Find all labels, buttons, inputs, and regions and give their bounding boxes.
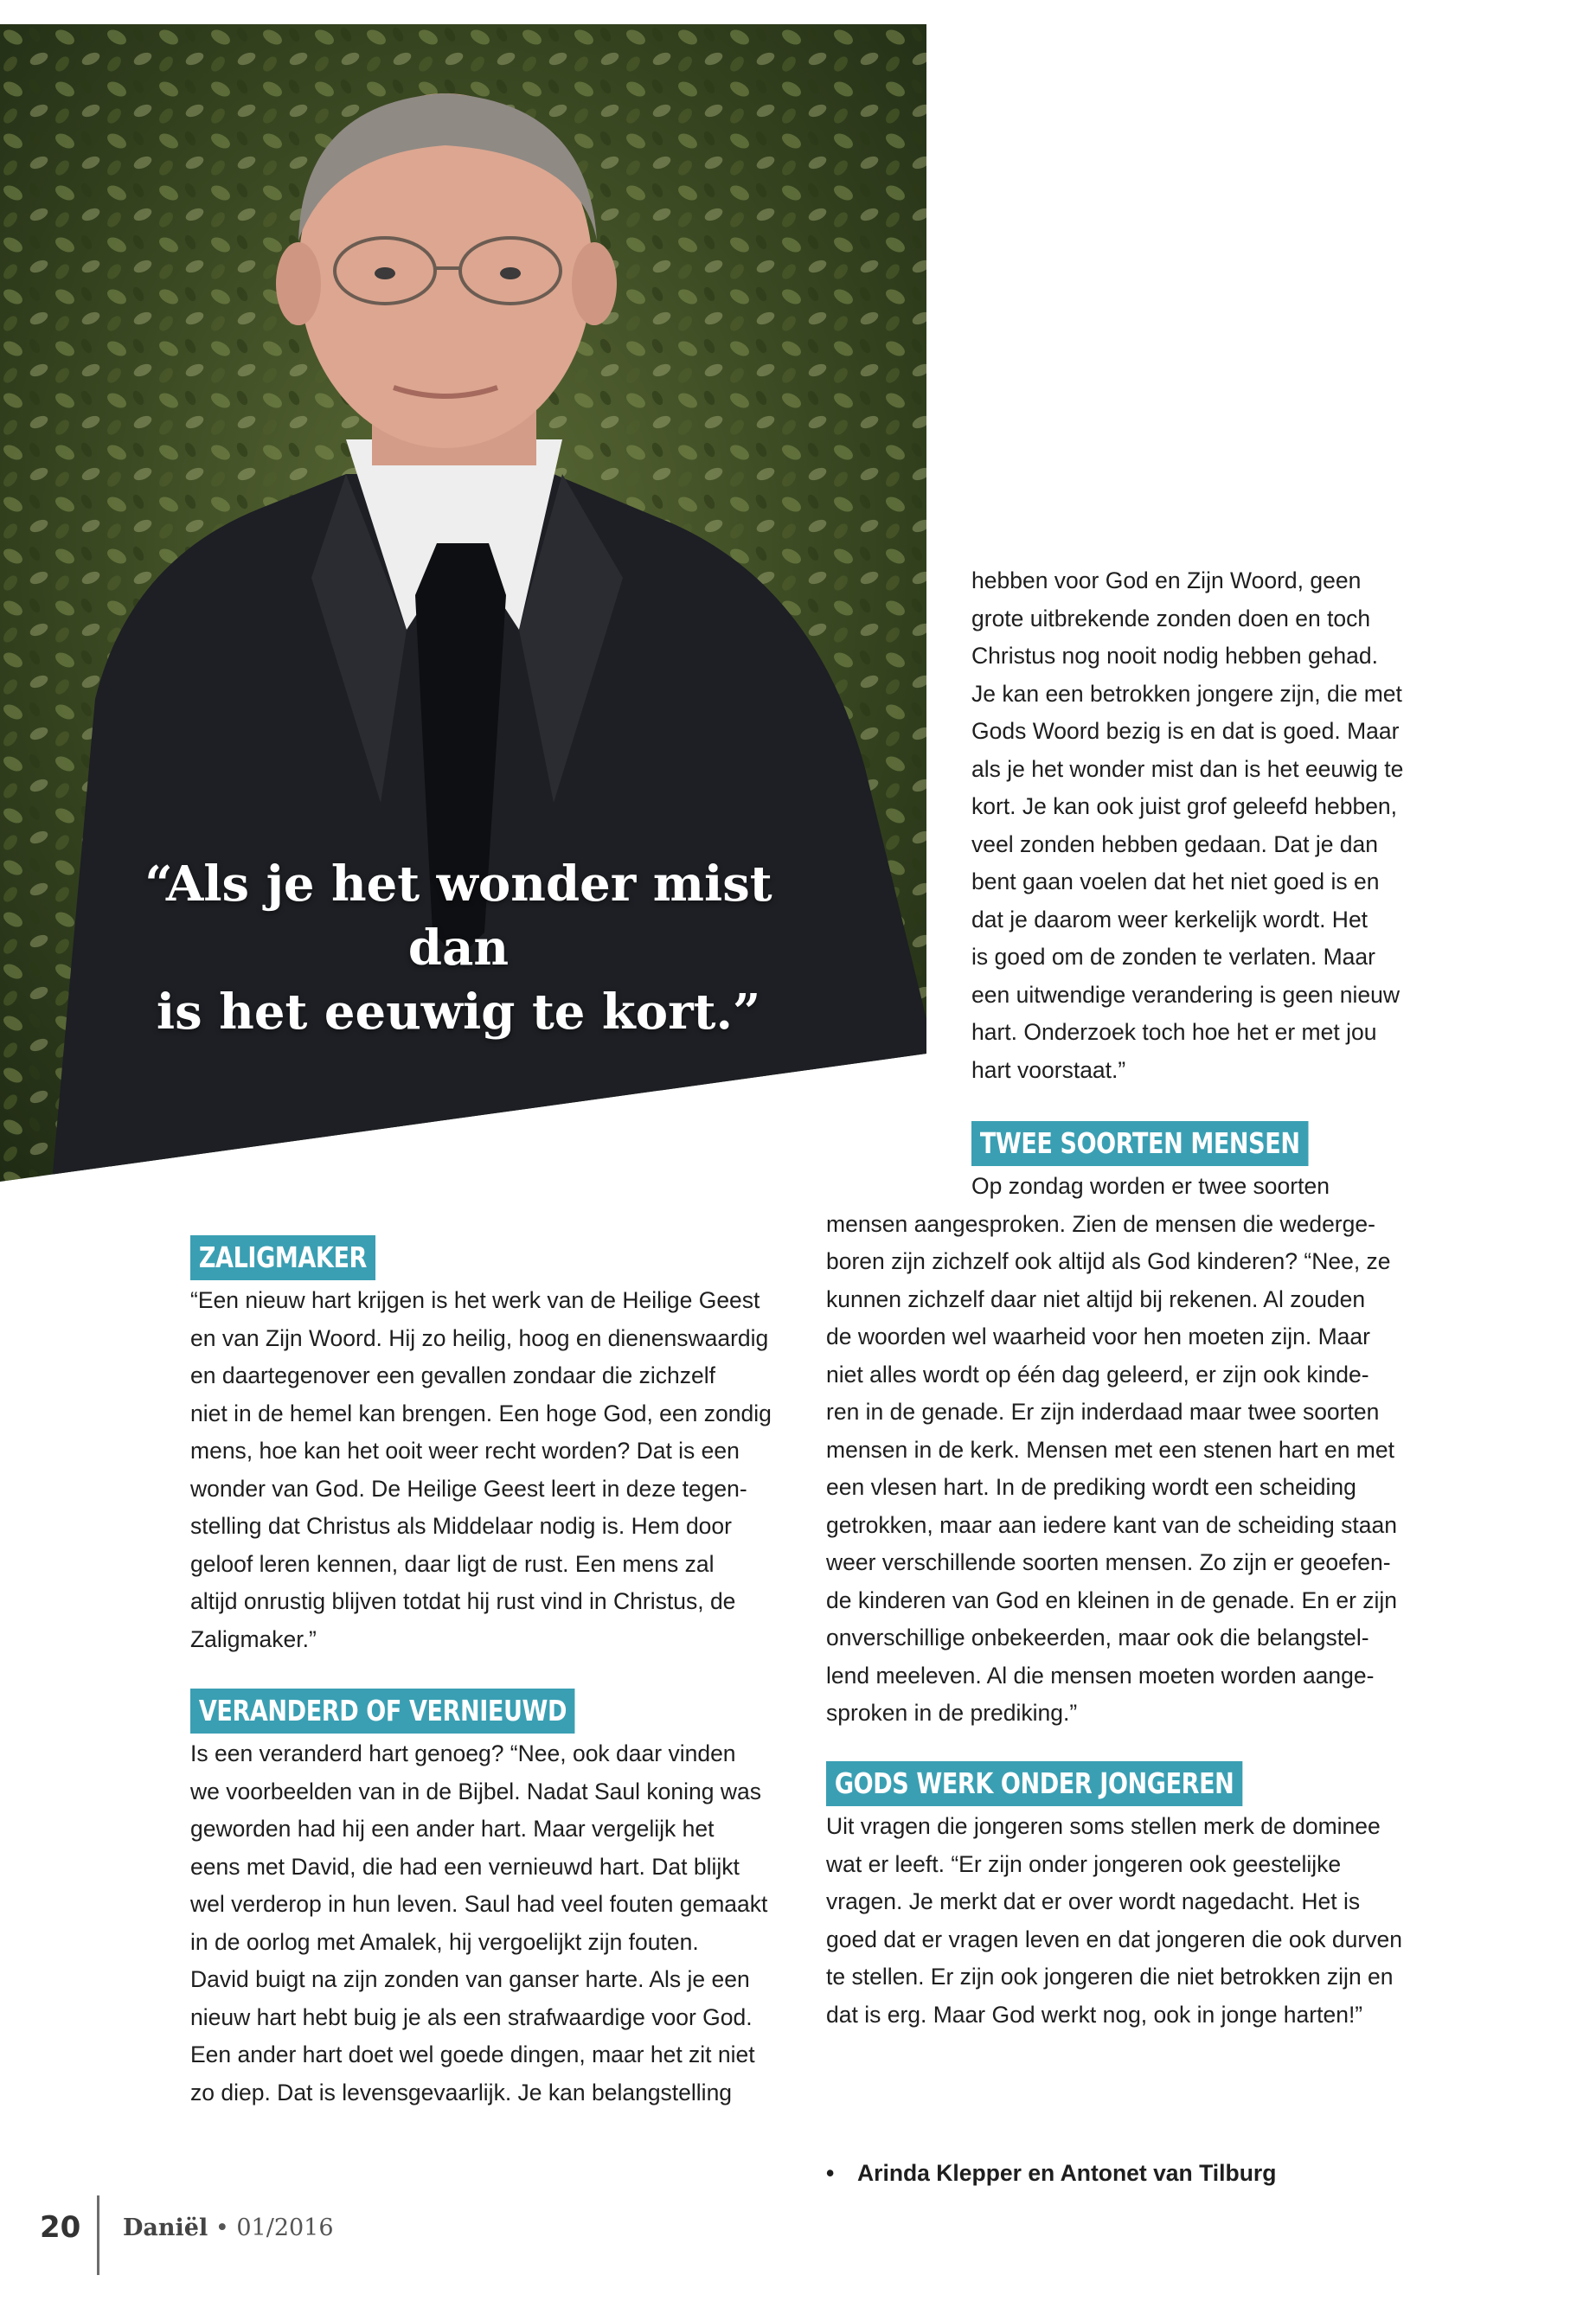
text-line: een uitwendige verandering is geen nieuw [971,981,1401,1008]
issue-number: 01/2016 [236,2214,334,2241]
section-heading-gods-werk-onder-jongeren [826,1761,1334,1808]
text-line: als je het wonder mist dan is het eeuwig te [971,755,1404,782]
section-heading-veranderd-of-vernieuwd [190,1689,659,1735]
text-line: kunnen zichzelf daar niet altijd bij rekenen. Al zouden [826,1285,1366,1312]
text-line: zo diep. Dat is levensgevaarlijk. Je kan belangstelling [190,2079,733,2106]
section-heading-label: ZALIGMAKER [190,1235,375,1280]
author-names: Arinda Klepper en Antonet van Tilburg [857,2160,1277,2186]
text-line: Je kan een betrokken jongere zijn, die met [971,680,1402,707]
text-line: altijd onrustig blijven totdat hij rust vind in Christus, de [190,1588,736,1614]
text-line: veel zonden hebben gedaan. Dat je dan [971,830,1379,857]
bullet-icon: • [826,2160,835,2186]
text-line: goed dat er vragen leven en dat jongeren die ook durven [826,1926,1402,1952]
text-line: niet in de hemel kan brengen. Een hoge God, een zondig [190,1400,772,1426]
pull-quote [95,852,822,1044]
text-line: mens, hoe kan het ooit weer recht worden? Dat is een [190,1438,740,1464]
text-line: en daartegenover een gevallen zondaar die zichzelf [190,1362,715,1388]
text-line: de woorden wel waarheid voor hen moeten zijn. Maar [826,1324,1370,1349]
section-body-zaligmaker [190,1282,787,1658]
text-line: Is een veranderd hart genoeg? “Nee, ook daar vinden [190,1740,736,1766]
text-line: wat er leeft. “Er zijn onder jongeren ook geestelijke [826,1850,1342,1877]
text-line: mensen aangesproken. Zien de mensen die wederge- [826,1210,1375,1237]
section-body-gods-werk-onder-jongeren [826,1808,1423,2034]
text-line: dat je daarom weer kerkelijk wordt. Het [971,906,1368,933]
section-body-veranderd-of-vernieuwd [190,1735,787,2112]
footer-magazine-info [123,2214,334,2241]
text-line: vragen. Je merkt dat er over wordt nagedacht. Het is [826,1888,1361,1914]
text-line: Uit vragen die jongeren soms stellen merk de dominee [826,1813,1381,1839]
text-line: “Een nieuw hart krijgen is het werk van de Heilige Geest [190,1287,760,1313]
section-heading-zaligmaker [190,1235,416,1282]
text-line: onverschillige onbekeerden, maar ook die belangstel- [826,1625,1369,1650]
footer-separator: • [215,2214,229,2241]
text-line: sproken in de prediking.” [826,1700,1078,1726]
text-line: we voorbeelden van in de Bijbel. Nadat Saul koning was [190,1778,761,1804]
text-line: wel verderop in hun leven. Saul had veel fouten gemaakt [190,1891,768,1917]
text-line: eens met David, die had een vernieuwd hart. Dat blijkt [190,1853,740,1880]
pull-quote-line-1: “Als je het wonder mist dan [144,856,772,977]
text-line: geworden had hij een ander hart. Maar vergelijk het [190,1816,715,1842]
author-credit [826,2160,1276,2187]
text-line: hart voorstaat.” [971,1056,1126,1083]
text-line: Zaligmaker.” [190,1625,317,1652]
text-line: is goed om de zonden te verlaten. Maar [971,944,1375,970]
text-line: Op zondag worden er twee soorten [971,1173,1330,1199]
text-line: hart. Onderzoek toch hoe het er met jou [971,1019,1377,1045]
text-line: lend meeleven. Al die mensen moeten worden aange- [826,1662,1375,1689]
text-line: grote uitbrekende zonden doen en toch [971,605,1371,631]
right-column-top-text [971,562,1439,1089]
page-number: 20 [40,2210,81,2245]
text-line: hebben voor God en Zijn Woord, geen [971,567,1362,593]
text-line: geloof leren kennen, daar ligt de rust. Een mens zal [190,1550,715,1577]
text-line: en van Zijn Woord. Hij zo heilig, hoog en dienenswaardig [190,1324,769,1351]
text-line: nieuw hart hebt buig je als een strafwaardige voor God. [190,2003,753,2030]
text-line: Gods Woord bezig is en dat is goed. Maar [971,718,1400,744]
section-body-twee-soorten-mensen [826,1168,1423,1733]
section-heading-label: TWEE SOORTEN MENSEN [971,1121,1308,1166]
section-heading-twee-soorten-mensen [971,1121,1382,1168]
text-line: stelling dat Christus als Middelaar nodig is. Hem door [190,1513,732,1539]
text-line: ren in de genade. Er zijn inderdaad maar twee soorten [826,1399,1380,1425]
text-line: bent gaan voelen dat het niet goed is en [971,868,1380,894]
section-heading-label: GODS WERK ONDER JONGEREN [826,1761,1242,1806]
text-line: mensen in de kerk. Mensen met een stenen hart en met [826,1436,1394,1463]
text-line: Christus nog nooit nodig hebben gehad. [971,643,1378,669]
text-line: in de oorlog met Amalek, hij vergoelijkt zijn fouten. [190,1928,699,1955]
text-line: niet alles wordt op één dag geleerd, er zijn ook kinde- [826,1361,1369,1388]
text-line: te stellen. Er zijn ook jongeren die niet betrokken zijn en [826,1964,1394,1990]
text-line: een vlesen hart. In de prediking wordt een scheiding [826,1474,1356,1500]
text-line: boren zijn zichzelf ook altijd als God kinderen? “Nee, ze [826,1248,1391,1274]
magazine-name: Daniël [123,2214,208,2241]
section-heading-label: VERANDERD OF VERNIEUWD [190,1689,575,1734]
footer-divider [97,2195,99,2275]
text-line: David buigt na zijn zonden van ganser harte. Als je een [190,1966,750,1992]
text-line: kort. Je kan ook juist grof geleefd hebben, [971,793,1398,819]
text-line: dat is erg. Maar God werkt nog, ook in jonge harten!” [826,2001,1363,2028]
text-line: getrokken, maar aan iedere kant van de scheiding staan [826,1511,1397,1538]
pull-quote-line-2: is het eeuwig te kort.” [156,984,761,1041]
text-line: Een ander hart doet wel goede dingen, maar het zit niet [190,2041,755,2067]
text-line: weer verschillende soorten mensen. Zo zijn er geoefen- [826,1549,1391,1575]
text-line: wonder van God. De Heilige Geest leert in deze tegen- [190,1475,747,1502]
text-line: de kinderen van God en kleinen in de genade. En er zijn [826,1586,1398,1613]
